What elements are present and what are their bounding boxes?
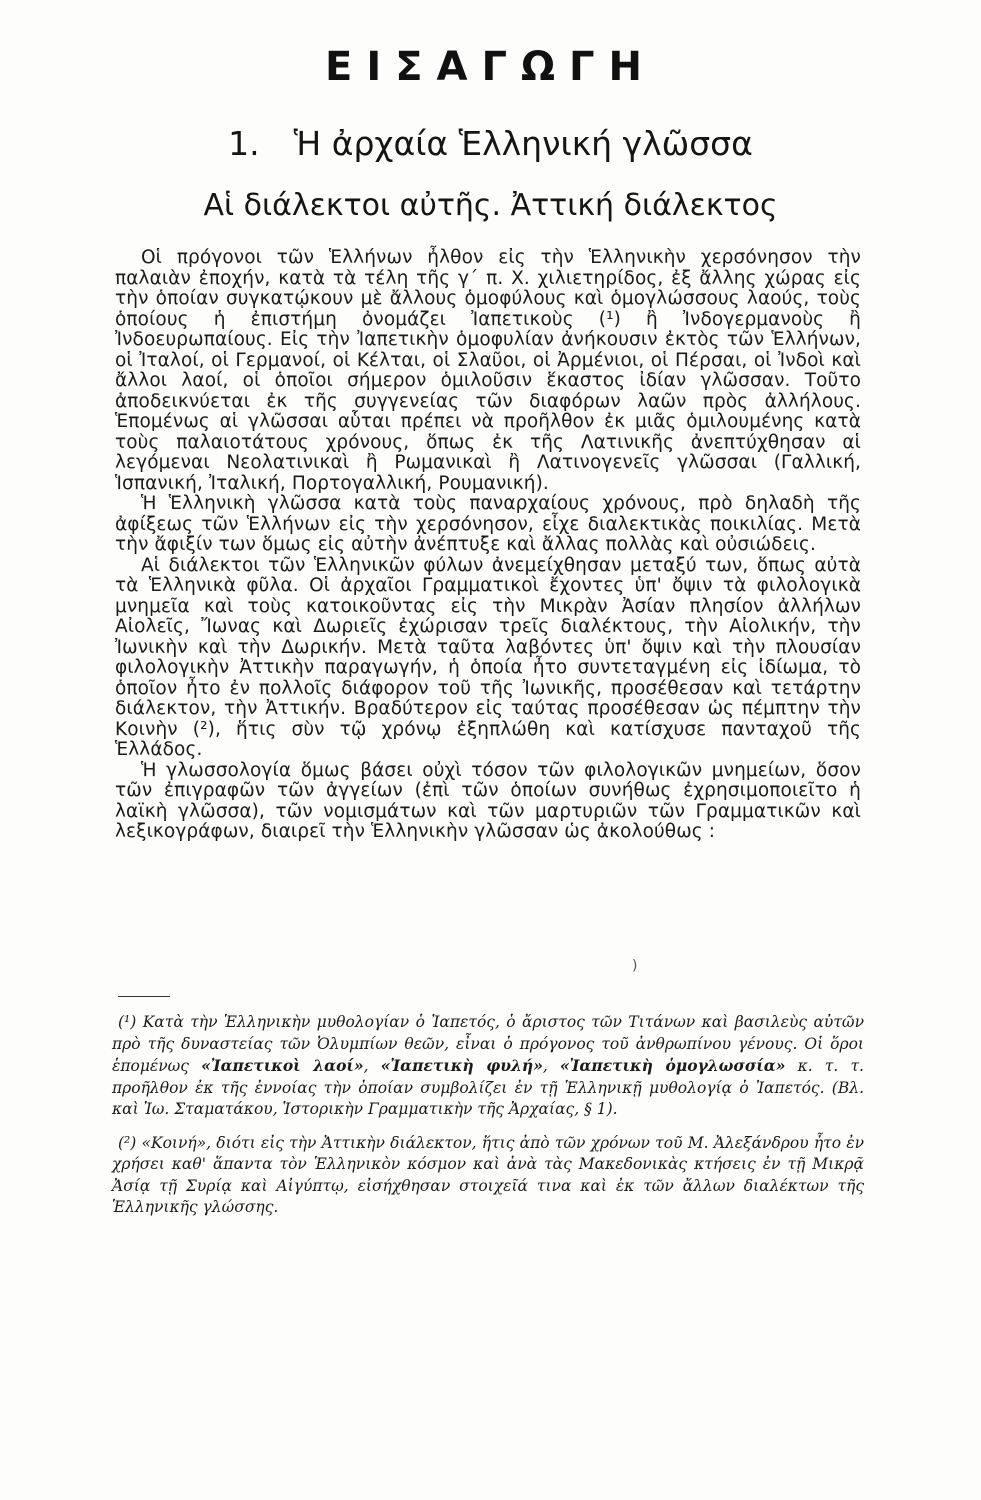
section-title <box>0 124 981 163</box>
footnote-1-term-3: «Ἰαπετικὴ ὁμογλωσσία» <box>559 1056 786 1075</box>
footnote-1-term-1: «Ἰαπετικοὶ λαοί» <box>201 1056 364 1075</box>
subsection-title: Αἱ διάλεκτοι αὐτῆς. Ἀττική διάλεκτος <box>203 188 778 223</box>
section-number: 1. <box>228 124 260 163</box>
footnote-1-marker: (¹) <box>118 1013 137 1031</box>
paragraph-3: Αἱ διάλεκτοι τῶν Ἑλληνικῶν φύλων ἀνεμείχθησαν μεταξύ των, ὅπως αὐτὰ τὰ Ἑλληνικὰ φῦλα. Οἱ ἀρχαῖοι Γραμματικοὶ ἔχοντες ὑπ' ὄψιν τὰ φιλολογικὰ μνημεῖα καὶ τοὺς κατοικοῦντας εἰς τὴν Μικρὰν Ἀσίαν πλησίον ἀλλήλων Αἰολεῖς, Ἴωνας καὶ Δωριεῖς ἐχώρισαν τρεῖς διαλέκτους, τὴν Αἰολικήν, τὴν Ἰωνικὴν καὶ τὴν Δωρικήν. Μετὰ ταῦτα λαβόντες ὑπ' ὄψιν καὶ τὴν πλουσίαν φιλολογικὴν Ἀττικὴν παραγωγήν, ἡ ὁποία ἦτο συντεταγμένη εἰς ἰδίωμα, τὸ ὁποῖον ἦτο ἐν πολλοῖς διάφορον τοῦ τῆς Ἰωνικῆς, προσέθεσαν καὶ τετάρτην διάλεκτον, τὴν Ἀττικήν. Βραδύτερον εἰς ταύτας προσέθεσαν ὡς πέμπτην τὴν Κοινὴν (²), ἥτις σὺν τῷ χρόνῳ ἐξηπλώθη καὶ κατίσχυσε πανταχοῦ τῆς Ἑλλάδος. <box>115 554 861 760</box>
footnote-2 <box>112 1133 864 1219</box>
body-text <box>115 248 861 843</box>
paragraph-2: Ἡ Ἑλληνικὴ γλῶσσα κατὰ τοὺς παναρχαίους χρόνους, πρὸ δηλαδὴ τῆς ἀφίξεως τῶν Ἑλλήνων εἰς τὴν χερσόνησον, εἶχε διαλεκτικὰς ποικιλίας. Μετὰ τὴν ἄφιξίν των ὅμως εἰς αὐτὴν ἀνέπτυξε καὶ ἄλλας πολλὰς καὶ οὐσιώδεις. <box>115 493 861 555</box>
footnote-divider <box>118 996 170 997</box>
footnote-2-marker: (²) <box>118 1133 137 1152</box>
section-title-text: Ἡ ἀρχαία Ἑλληνική γλῶσσα <box>293 124 753 163</box>
paragraph-1: Οἱ πρόγονοι τῶν Ἑλλήνων ἦλθον εἰς τὴν Ἑλληνικὴν χερσόνησον τὴν παλαιὰν ἐποχήν, κατὰ τὰ τέλη τῆς γ΄ π. Χ. χιλιετηρίδος, ἐξ ἄλλης χώρας εἰς τὴν ὁποίαν συγκατῴκουν μὲ ἄλλους ὁμοφύλους καὶ ὁμογλώσσους λαούς, τοὺς ὁποίους ἡ ἐπιστήμη ὀνομάζει Ἰαπετικοὺς (¹) ἢ Ἰνδογερμανοὺς ἢ Ἰνδοευρωπαίους. Εἰς τὴν Ἰαπετικὴν ὁμοφυλίαν ἀνήκουσιν ἐκτὸς τῶν Ἑλλήνων, οἱ Ἰταλοί, οἱ Γερμανοί, οἱ Κέλται, οἱ Σλαῦοι, οἱ Ἀρμένιοι, οἱ Πέρσαι, οἱ Ἰνδοὶ καὶ ἄλλοι λαοί, οἱ ὁποῖοι σήμερον ὁμιλοῦσιν ἕκαστος ἰδίαν γλῶσσαν. Τοῦτο ἀποδεικνύεται ἐκ τῆς συγγενείας τῶν διαφόρων λαῶν πρὸς ἀλλήλους. Ἑπομένως αἱ γλῶσσαι αὗται πρέπει νὰ προῆλθον ἐκ μιᾶς ὁμιλουμένης κατὰ τοὺς παλαιοτάτους χρόνους, ὅπως ἐκ τῆς Λατινικῆς ἀνεπτύχθησαν αἱ λεγόμεναι Νεολατινικαὶ ἢ Ρωμανικαὶ ἢ Λατινογενεῖς γλῶσσαι (Γαλλική, Ἱσπανική, Ἰταλική, Πορτογαλλική, Ρουμανική). <box>115 247 861 494</box>
footnote-1-sep-2: , <box>542 1057 548 1075</box>
footnote-1-term-2: «Ἰαπετικὴ φυλή» <box>380 1056 543 1075</box>
footnote-1-text-a: Κατὰ τὴν Ἑλληνικὴν μυθολογίαν ὁ Ἰαπετός, ὁ ἄριστος τῶν Τιτάνων καὶ βασιλεὺς αὐτῶν πρὸ τῆς δυναστείας τῶν Ὀλυμπίων θεῶν, εἶναι ὁ πρόγονος τοῦ ἀνθρωπίνου γένους. Οἱ ὅροι ἑπομένως <box>112 1013 864 1075</box>
footnote-1-text-b: κ. τ. τ. προῆλθον ἐκ τῆς ἐννοίας τὴν ὁποίαν συμβολίζει ἐν τῇ Ἑλληνικῇ μυθολογίᾳ ὁ Ἰαπετός. (Βλ. καὶ Ἰω. Σταματάκου, Ἱστορικὴν Γραμματικὴν τῆς Ἀρχαίας, § 1). <box>112 1057 864 1118</box>
main-title: ΕΙΣΑΓΩΓΗ <box>325 44 656 90</box>
stray-mark: ) <box>632 958 638 974</box>
footnotes <box>112 1012 864 1231</box>
footnote-1-sep-1: , <box>363 1057 369 1075</box>
footnote-1 <box>112 1012 864 1121</box>
paragraph-4: Ἡ γλωσσολογία ὅμως βάσει οὐχὶ τόσον τῶν φιλολογικῶν μνημείων, ὅσον τῶν ἐπιγραφῶν τῶν ἀγγείων (ἐπὶ τῶν ὁποίων συνήθως ἐχρησιμοποιεῖτο ἡ λαϊκὴ γλῶσσα), τῶν νομισμάτων καὶ τῶν μαρτυριῶν τῶν Γραμματικῶν καὶ λεξικογράφων, διαιρεῖ τὴν Ἑλληνικὴν γλῶσσαν ὡς ἀκολούθως : <box>115 759 861 842</box>
footnote-2-text: «Κοινή», διότι εἰς τὴν Ἀττικὴν διάλεκτον, ἥτις ἀπὸ τῶν χρόνων τοῦ Μ. Ἀλεξάνδρου ἦτο ἐν χρήσει καθ' ἅπαντα τὸν Ἑλληνικὸν κόσμον καὶ ἀνὰ τὰς Μακεδονικὰς κτήσεις ἐν τῇ Μικρᾷ Ἀσίᾳ τῇ Συρίᾳ καὶ Αἰγύπτῳ, εἰσήχθησαν στοιχεῖά τινα καὶ ἐκ τῶν ἄλλων διαλέκτων τῆς Ἑλληνικῆς γλώσσης. <box>112 1133 864 1216</box>
